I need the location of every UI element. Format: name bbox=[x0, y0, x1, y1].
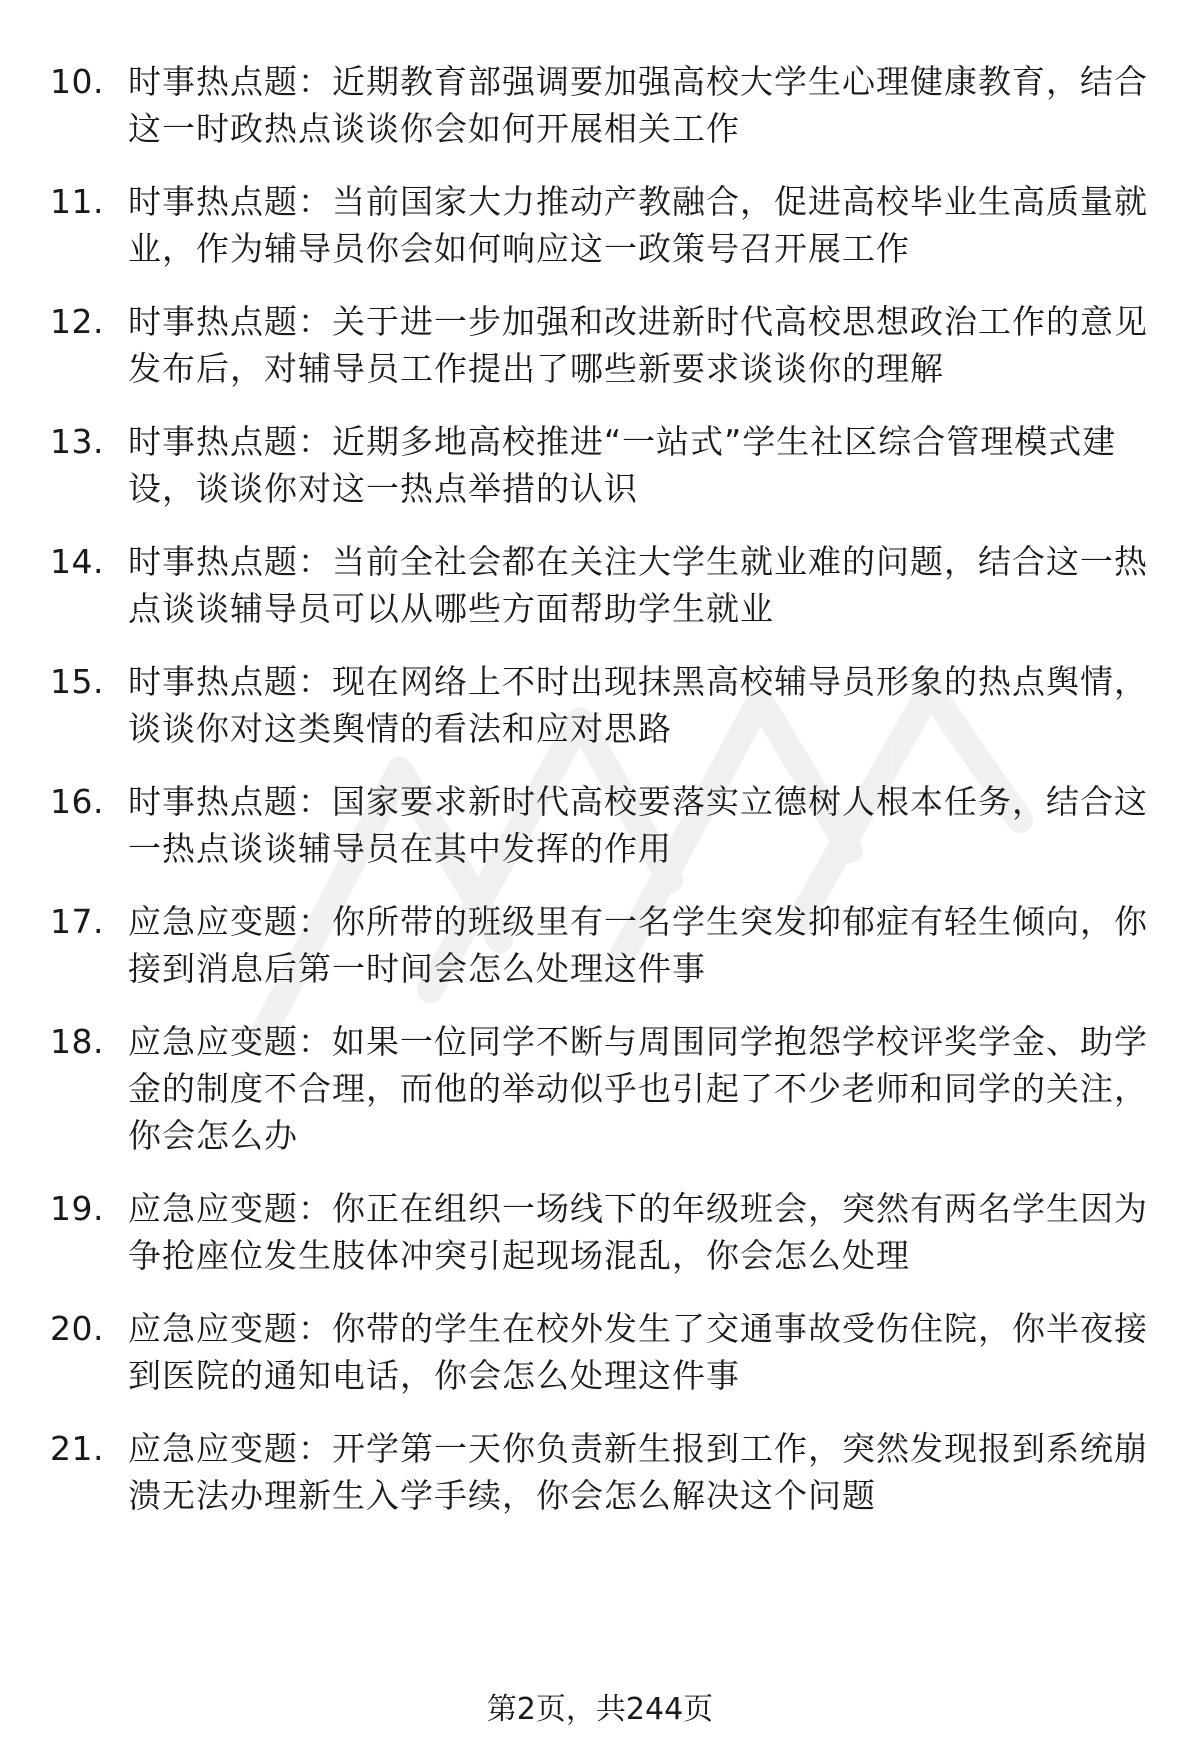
question-number: 18. bbox=[50, 1022, 104, 1061]
question-text: 应急应变题：开学第一天你负责新生报到工作，突然发现报到系统崩溃无法办理新生入学手续，你会怎么解决这个问题 bbox=[128, 1429, 1148, 1515]
question-number: 17. bbox=[50, 902, 104, 941]
question-text: 时事热点题：近期多地高校推进“一站式”学生社区综合管理模式建设，谈谈你对这一热点举措的认识 bbox=[128, 422, 1117, 508]
question-number: 12. bbox=[50, 302, 104, 341]
question-item bbox=[50, 1018, 1160, 1159]
question-item bbox=[50, 1185, 1160, 1279]
question-text: 应急应变题：你正在组织一场线下的年级班会，突然有两名学生因为争抢座位发生肢体冲突引起现场混乱，你会怎么处理 bbox=[128, 1189, 1148, 1275]
question-number: 19. bbox=[50, 1189, 104, 1228]
question-item bbox=[50, 418, 1160, 512]
question-text: 时事热点题：当前全社会都在关注大学生就业难的问题，结合这一热点谈谈辅导员可以从哪些方面帮助学生就业 bbox=[128, 542, 1148, 628]
question-text: 时事热点题：近期教育部强调要加强高校大学生心理健康教育，结合这一时政热点谈谈你会如何开展相关工作 bbox=[128, 62, 1148, 148]
question-item bbox=[50, 1305, 1160, 1399]
question-number: 14. bbox=[50, 542, 104, 581]
question-text: 时事热点题：现在网络上不时出现抹黑高校辅导员形象的热点舆情，谈谈你对这类舆情的看法和应对思路 bbox=[128, 662, 1148, 748]
question-number: 13. bbox=[50, 422, 104, 461]
question-number: 15. bbox=[50, 662, 104, 701]
question-text: 应急应变题：如果一位同学不断与周围同学抱怨学校评奖学金、助学金的制度不合理，而他的举动似乎也引起了不少老师和同学的关注，你会怎么办 bbox=[128, 1022, 1148, 1155]
question-number: 10. bbox=[50, 62, 104, 101]
question-item bbox=[50, 898, 1160, 992]
question-list bbox=[50, 58, 1160, 1545]
question-item bbox=[50, 298, 1160, 392]
question-item bbox=[50, 58, 1160, 152]
question-item bbox=[50, 658, 1160, 752]
question-text: 时事热点题：当前国家大力推动产教融合，促进高校毕业生高质量就业，作为辅导员你会如何响应这一政策号召开展工作 bbox=[128, 182, 1148, 268]
question-text: 时事热点题：国家要求新时代高校要落实立德树人根本任务，结合这一热点谈谈辅导员在其中发挥的作用 bbox=[128, 782, 1148, 868]
question-number: 20. bbox=[50, 1309, 104, 1348]
question-number: 11. bbox=[50, 182, 104, 221]
question-text: 时事热点题：关于进一步加强和改进新时代高校思想政治工作的意见发布后，对辅导员工作提出了哪些新要求谈谈你的理解 bbox=[128, 302, 1148, 388]
page-footer: 第2页，共244页 bbox=[486, 1692, 714, 1727]
question-text: 应急应变题：你带的学生在校外发生了交通事故受伤住院，你半夜接到医院的通知电话，你会怎么处理这件事 bbox=[128, 1309, 1148, 1395]
question-item bbox=[50, 178, 1160, 272]
question-text: 应急应变题：你所带的班级里有一名学生突发抑郁症有轻生倾向，你接到消息后第一时间会怎么处理这件事 bbox=[128, 902, 1148, 988]
question-number: 21. bbox=[50, 1429, 104, 1468]
question-item bbox=[50, 1425, 1160, 1519]
question-item bbox=[50, 538, 1160, 632]
question-number: 16. bbox=[50, 782, 104, 821]
question-item bbox=[50, 778, 1160, 872]
